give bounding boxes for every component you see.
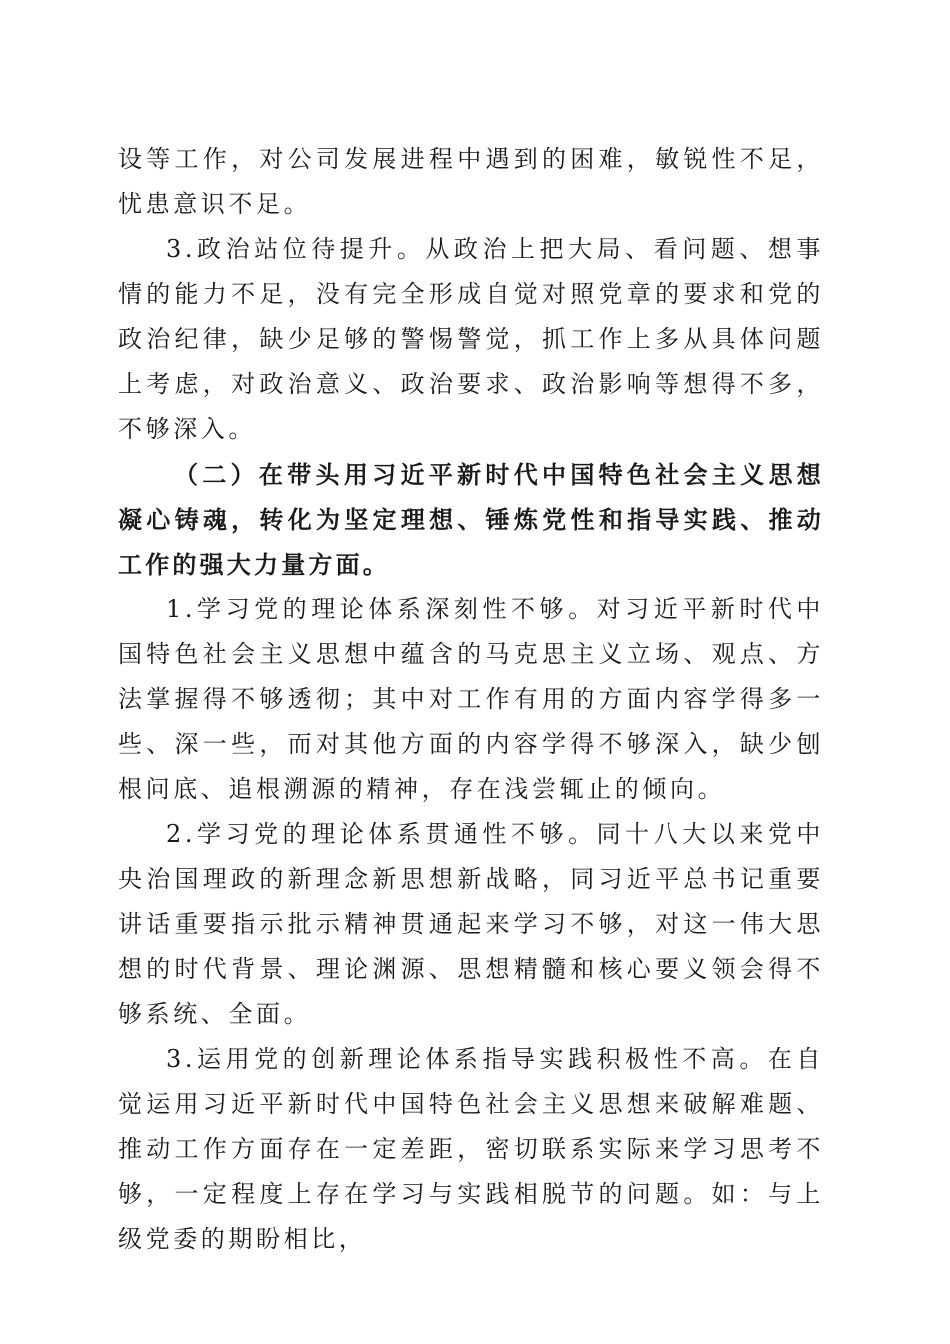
paragraph-theory-coherence: 2.学习党的理论体系贯通性不够。同十八大以来党中央治国理政的新理念新思想新战略，同习近平总书记重要讲话重要指示批示精神贯通起来学习不够，对这一伟大思想的时代背景、理论渊源、思想精髓和核心要义领会得不够系统、全面。 [118, 820, 824, 1028]
document-body [118, 137, 824, 1262]
section-heading-two: （二）在带头用习近平新时代中国特色社会主义思想凝心铸魂，转化为坚定理想、锤炼党性和指导实践、推动工作的强大力量方面。 [118, 460, 824, 579]
paragraph-theory-depth: 1.学习党的理论体系深刻性不够。对习近平新时代中国特色社会主义思想中蕴含的马克思主义立场、观点、方法掌握得不够透彻；其中对工作有用的方面内容学得多一些、深一些，而对其他方面的内容学得不够深入，缺少刨根问底、追根溯源的精神，存在浅尝辄止的倾向。 [118, 595, 824, 803]
paragraph-theory-practice: 3.运用党的创新理论体系指导实践积极性不高。在自觉运用习近平新时代中国特色社会主义思想来破解难题、推动工作方面存在一定差距，密切联系实际来学习思考不够，一定程度上存在学习与实践相脱节的问题。如：与上级党委的期盼相比， [118, 1045, 824, 1253]
paragraph-continuation: 设等工作，对公司发展进程中遇到的困难，敏锐性不足，忧患意识不足。 [118, 145, 824, 218]
paragraph-political-stance: 3.政治站位待提升。从政治上把大局、看问题、想事情的能力不足，没有完全形成自觉对照党章的要求和党的政治纪律，缺少足够的警惕警觉，抓工作上多从具体问题上考虑，对政治意义、政治要求、政治影响等想得不多，不够深入。 [118, 235, 824, 443]
